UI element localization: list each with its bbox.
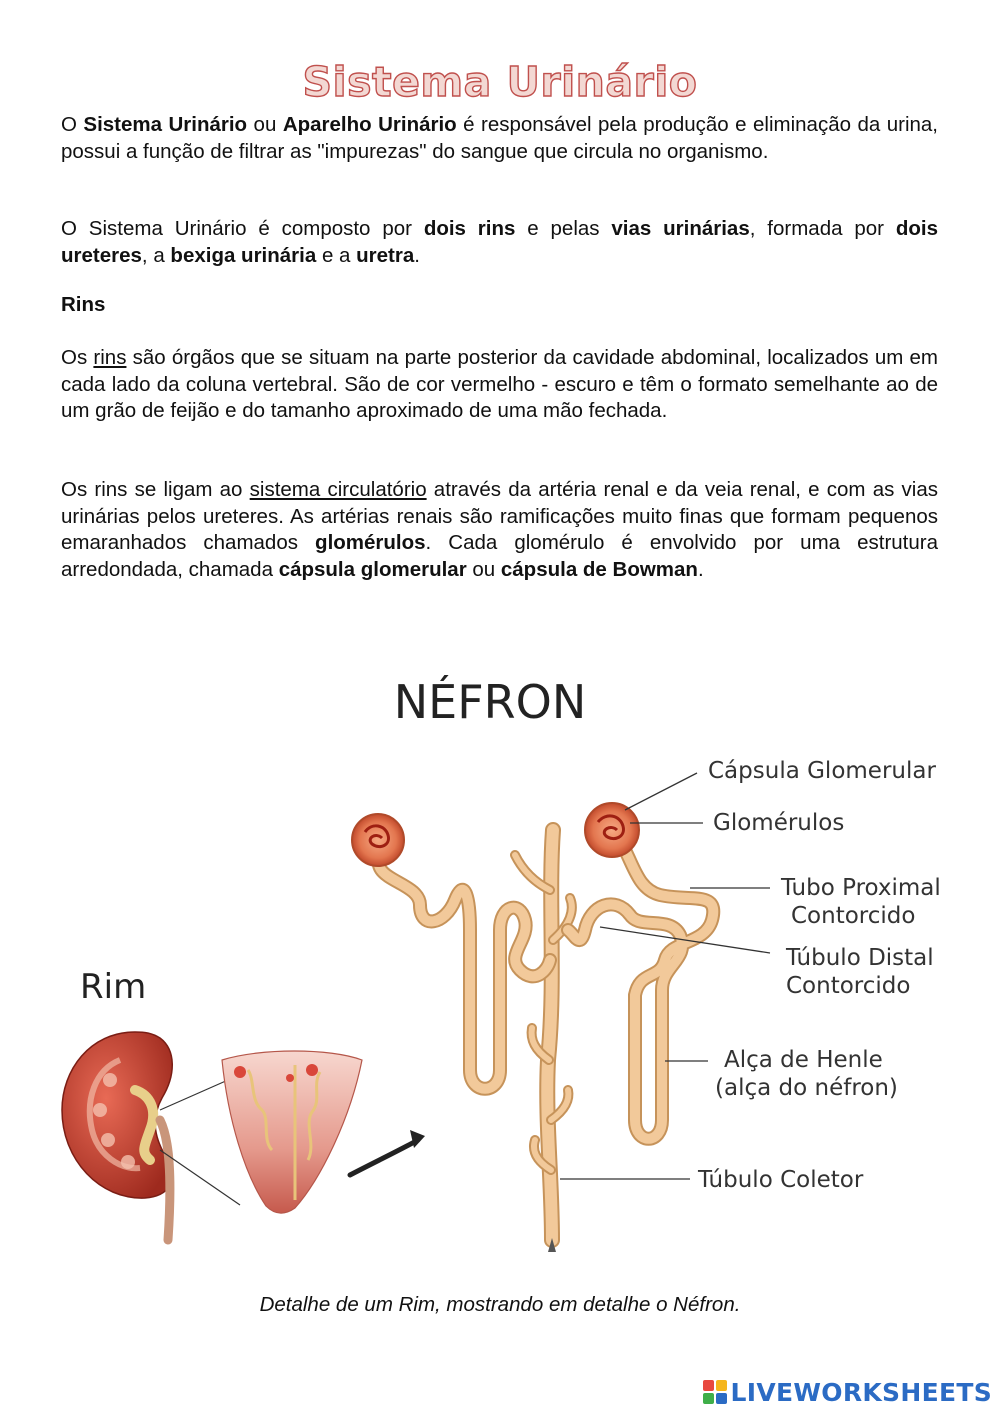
label-tubulo-distal: Túbulo Distal [786,945,934,971]
circulation-paragraph: Os rins se ligam ao sistema circulatório através da artéria renal e da veia renal, e com as vias urinárias pelos ureteres. As artérias renais são ramificações muito finas que formam pequenos emaranhados chamados glomérulos. Cada glomérulo é envolvido por uma estrutura arredondada, chamada cápsula glomerular ou cápsula de Bowman. [61,478,939,581]
figure-caption: Detalhe de um Rim, mostrando em detalhe o Néfron. [259,1293,741,1316]
nephron-title: NÉFRON [393,675,587,729]
kidneys-paragraph: Os rins são órgãos que se situam na parte posterior da cavidade abdominal, localizados um em cada lado da coluna vertebral. São de cor vermelho - escuro e têm o formato semelhante ao de um grão de feijão e do tamanho aproximado de uma mão fechada. [61,346,938,422]
label-tubulo-distal-2: Contorcido [786,973,911,999]
label-alca-henle-2: (alça do néfron) [715,1075,898,1101]
pointer-arrow [350,1140,418,1175]
sistema-circulatorio-link[interactable]: sistema circulatório [249,478,427,501]
label-tubo-proximal: Tubo Proximal [781,875,941,901]
label-alca-henle: Alça de Henle [724,1047,883,1073]
label-glomerulos: Glomérulos [713,810,845,836]
liveworksheets-logo-icon [703,1380,727,1404]
rim-label: Rim [80,967,147,1007]
section-heading-rins: Rins [61,293,106,316]
liveworksheets-brand [703,1375,992,1409]
renal-pyramid-illustration [222,1051,362,1213]
page-title: Sistema Urinário [302,58,698,106]
composition-paragraph: O Sistema Urinário é composto por dois rins e pelas vias urinárias, formada por dois ureteres, a bexiga urinária e a uretra. [61,217,938,267]
rins-link[interactable]: rins [93,346,127,369]
nephron-diagram [0,640,1000,1280]
intro-paragraph: O Sistema Urinário ou Aparelho Urinário é responsável pela produção e eliminação da urina, possui a função de filtrar as "impurezas" do sangue que circula no organismo. [61,113,939,163]
collecting-duct [515,830,572,1252]
label-capsula-glomerular: Cápsula Glomerular [708,758,936,784]
kidney-illustration [62,1032,172,1240]
label-tubulo-coletor: Túbulo Coletor [698,1167,864,1193]
right-nephron [568,803,713,1139]
label-tubo-proximal-2: Contorcido [791,903,916,929]
brand-name: LIVEWORKSHEETS [730,1377,992,1407]
